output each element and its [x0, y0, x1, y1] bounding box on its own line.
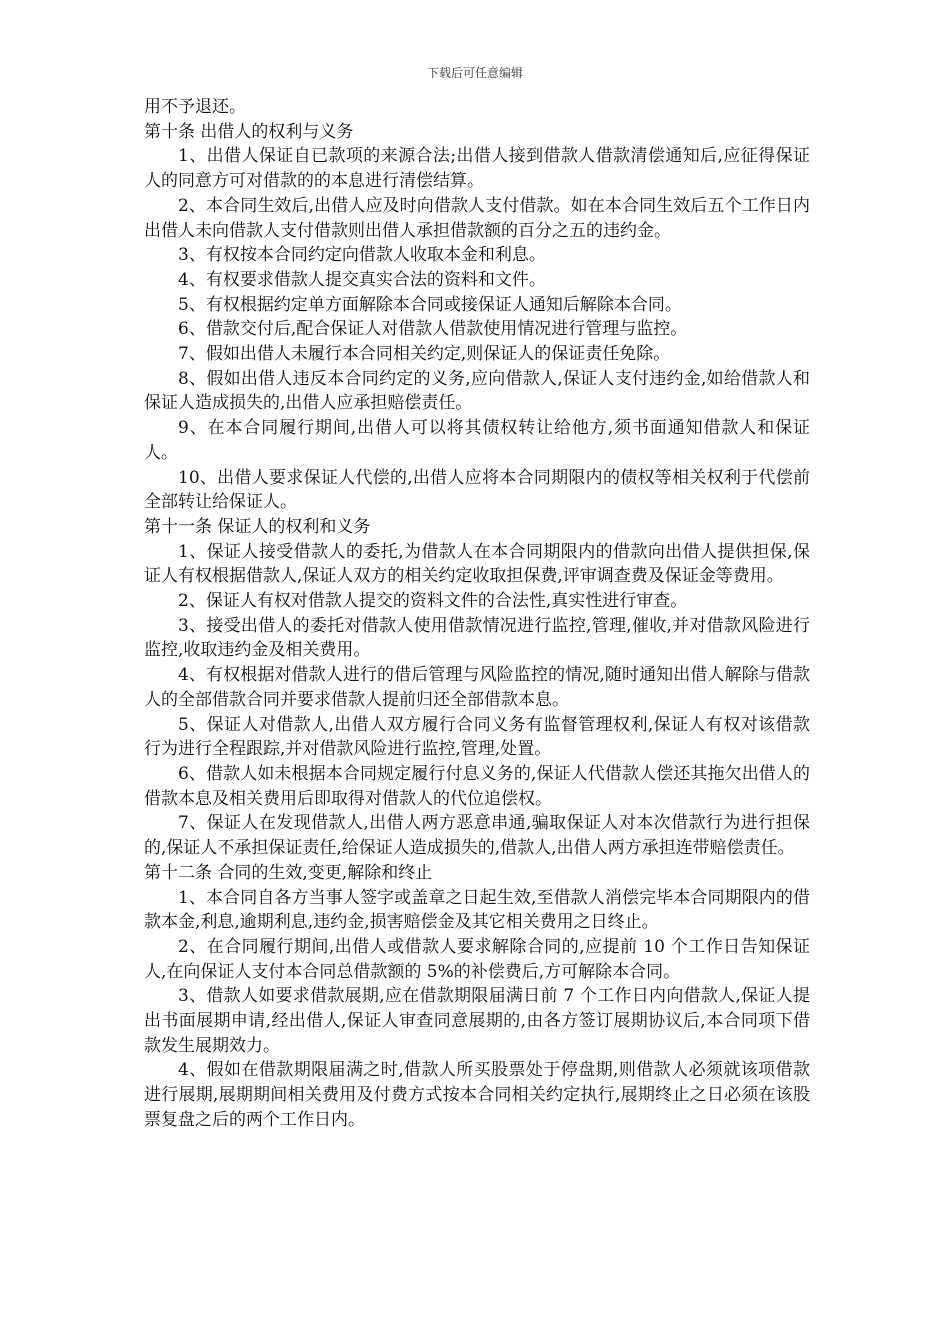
clause-paragraph: 3、接受出借人的委托对借款人使用借款情况进行监控,管理,催收,并对借款风险进行监控,收取违约金及相关费用。 — [144, 615, 810, 661]
clause-paragraph: 4、有权根据对借款人进行的借后管理与风险监控的情况,随时通知出借人解除与借款人的全部借款合同并要求借款人提前归还全部借款本息。 — [144, 665, 810, 710]
clause-paragraph: 7、保证人在发现借款人,出借人两方恶意串通,骗取保证人对本次借款行为进行担保的,保证人不承担保证责任,给保证人造成损失的,借款人,出借人两方承担连带赔偿责任。 — [144, 813, 810, 859]
clause-paragraph: 5、保证人对借款人,出借人双方履行合同义务有监督管理权利,保证人有权对该借款行为进行全程跟踪,并对借款风险进行监控,管理,处置。 — [144, 714, 810, 760]
clause-paragraph: 8、假如出借人违反本合同约定的义务,应向借款人,保证人支付违约金,如给借款人和保证人造成损失的,出借人应承担赔偿责任。 — [144, 368, 810, 414]
clause-paragraph: 10、出借人要求保证人代偿的,出借人应将本合同期限内的债权等相关权利于代偿前全部转让给保证人。 — [144, 467, 810, 513]
clause-paragraph: 1、出借人保证自已款项的来源合法;出借人接到借款人借款清偿通知后,应征得保证人的同意方可对借款的的本息进行清偿结算。 — [144, 146, 810, 192]
clause-paragraph: 4、假如在借款期限届满之时,借款人所买股票处于停盘期,则借款人必须就该项借款进行展期,展期期间相关费用及付费方式按本合同相关约定执行,展期终止之日必须在该股票复盘之后的两个工作日内。 — [144, 1060, 810, 1130]
clause-paragraph: 1、保证人接受借款人的委托,为借款人在本合同期限内的借款向出借人提供担保,保证人有权根据借款人,保证人双方的相关约定收取担保费,评审调查费及保证金等费用。 — [144, 541, 810, 587]
clause-paragraph: 6、借款交付后,配合保证人对借款人借款使用情况进行管理与监控。 — [178, 319, 688, 340]
clause-paragraph: 2、本合同生效后,出借人应及时向借款人支付借款。如在本合同生效后五个工作日内出借人未向借款人支付借款则出借人承担借款额的百分之五的违约金。 — [144, 195, 810, 241]
clause-paragraph: 7、假如出借人未履行本合同相关约定,则保证人的保证责任免除。 — [178, 344, 671, 365]
clause-paragraph: 2、在合同履行期间,出借人或借款人要求解除合同的,应提前 10 个工作日告知保证人,在向保证人支付本合同总借款额的 5%的补偿费后,方可解除本合同。 — [144, 936, 810, 982]
section-heading: 第十一条 保证人的权利和义务 — [144, 516, 371, 537]
clause-paragraph: 2、保证人有权对借款人提交的资料文件的合法性,真实性进行审查。 — [178, 591, 688, 612]
clause-paragraph: 4、有权要求借款人提交真实合法的资料和文件。 — [178, 269, 546, 290]
clause-paragraph: 3、借款人如要求借款展期,应在借款期限届满日前 7 个工作日内向借款人,保证人提出书面展期申请,经出借人,保证人审查同意展期的,由各方签订展期协议后,本合同项下借款发生展期效力。 — [144, 986, 810, 1056]
clause-paragraph: 9、在本合同履行期间,出借人可以将其债权转让给他方,须书面通知借款人和保证人。 — [144, 418, 810, 463]
page-header: 下载后可任意编辑 — [426, 66, 523, 80]
clause-paragraph: 3、有权按本合同约定向借款人收取本金和利息。 — [178, 245, 546, 266]
section-heading: 第十条 出借人的权利与义务 — [144, 121, 354, 142]
continued-text: 用不予退还。 — [144, 97, 246, 117]
clause-paragraph: 1、本合同自各方当事人签字或盖章之日起生效,至借款人消偿完毕本合同期限内的借款本金,利息,逾期利息,违约金,损害赔偿金及其它相关费用之日终止。 — [144, 887, 810, 933]
document-body — [144, 95, 810, 1133]
clause-paragraph: 5、有权根据约定单方面解除本合同或接保证人通知后解除本合同。 — [178, 294, 682, 315]
clause-paragraph: 6、借款人如未根据本合同规定履行付息义务的,保证人代借款人偿还其拖欠出借人的借款本息及相关费用后即取得对借款人的代位追偿权。 — [144, 763, 810, 809]
section-heading: 第十二条 合同的生效,变更,解除和终止 — [144, 862, 433, 883]
